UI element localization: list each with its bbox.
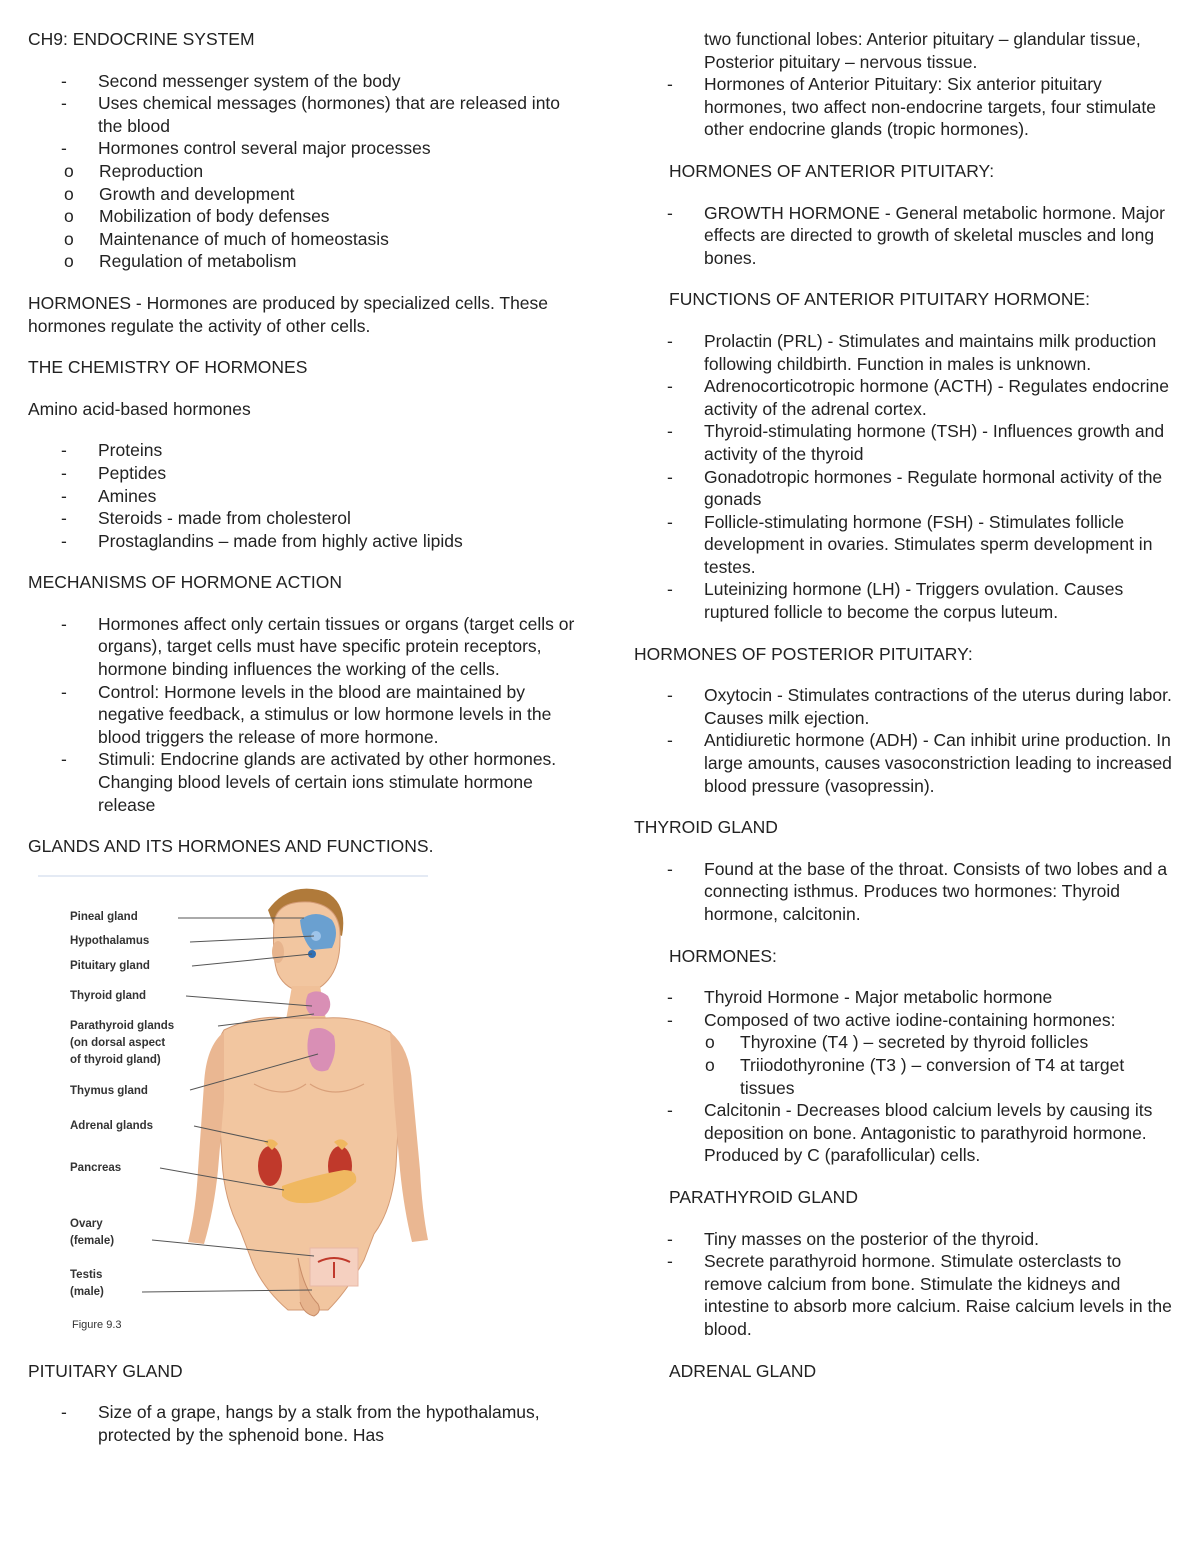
mechanisms-list — [28, 613, 588, 816]
label-ovary-1: Ovary — [70, 1217, 103, 1230]
label-parathyroid-1: Parathyroid glands — [70, 1019, 175, 1032]
thyroid-heading: THYROID GLAND — [634, 817, 778, 838]
arm-left — [188, 1032, 224, 1244]
list-item: - Hormones control several major processes — [28, 137, 588, 160]
thyroid-shape — [306, 991, 331, 1016]
list-item: o Maintenance of much of homeostasis — [28, 228, 588, 251]
list-item: - Prostaglandins – made from highly active lipids — [28, 530, 588, 553]
glands-heading: GLANDS AND ITS HORMONES AND FUNCTIONS. — [28, 836, 434, 857]
label-pituitary: Pituitary gland — [70, 959, 150, 972]
list-item: - Proteins — [28, 439, 588, 462]
left-column — [28, 28, 588, 1447]
chemistry-heading: THE CHEMISTRY OF HORMONES — [28, 357, 308, 378]
pituitary-list — [28, 1401, 588, 1446]
list-item: - Adrenocorticotropic hormone (ACTH) - Regulates endocrine activity of the adrenal cortex. — [669, 375, 1179, 420]
thyroid-hormones-heading: HORMONES: — [669, 945, 777, 966]
list-item: - Uses chemical messages (hormones) that are released into the blood — [28, 92, 588, 137]
pituitary-continuation: two functional lobes: Anterior pituitary – glandular tissue, Posterior pituitary – nervous tissue. — [704, 29, 1141, 72]
pituitary-list-2 — [669, 73, 1179, 141]
label-thymus: Thymus gland — [70, 1084, 148, 1097]
list-item: - Oxytocin - Stimulates contractions of the uterus during labor. Causes milk ejection. — [669, 684, 1179, 729]
list-item: o Thyroxine (T4 ) – secreted by thyroid follicles — [669, 1031, 1179, 1054]
list-item: - Hormones affect only certain tissues or organs (target cells or organs), target cells must have specific protein receptors, hormone binding influences the working of the cells. — [28, 613, 588, 681]
list-item: - Hormones of Anterior Pituitary: Six anterior pituitary hormones, two affect non-endocrine targets, four stimulate other endocrine glands (tropic hormones). — [669, 73, 1179, 141]
list-item: o Triiodothyronine (T3 ) – conversion of T4 at target tissues — [669, 1054, 1179, 1099]
list-item: - Gonadotropic hormones - Regulate hormonal activity of the gonads — [669, 466, 1179, 511]
chapter-title: CH9: ENDOCRINE SYSTEM — [28, 29, 255, 49]
thyroid-list — [669, 858, 1179, 926]
list-item: o Reproduction — [28, 160, 588, 183]
processes-list — [28, 160, 588, 273]
label-pancreas: Pancreas — [70, 1161, 122, 1174]
intro-list — [28, 70, 588, 160]
list-item: - Control: Hormone levels in the blood are maintained by negative feedback, a stimulus or low hormone levels in the blood triggers the release of more hormone. — [28, 681, 588, 749]
chemistry-list — [28, 439, 588, 552]
endocrine-figure — [28, 870, 428, 1340]
anterior-heading: HORMONES OF ANTERIOR PITUITARY: — [669, 160, 995, 181]
label-pineal: Pineal gland — [70, 910, 138, 923]
parathyroid-heading: PARATHYROID GLAND — [669, 1186, 858, 1207]
label-parathyroid-3: of thyroid gland) — [70, 1053, 161, 1066]
list-item: - GROWTH HORMONE - General metabolic hormone. Major effects are directed to growth of skeletal muscles and long bones. — [669, 202, 1179, 270]
label-adrenal: Adrenal glands — [70, 1119, 154, 1132]
figure-caption: Figure 9.3 — [72, 1318, 122, 1331]
label-hypothalamus: Hypothalamus — [70, 934, 150, 947]
right-column — [634, 28, 1179, 1382]
label-parathyroid-2: (on dorsal aspect — [70, 1036, 166, 1049]
list-item: - Calcitonin - Decreases blood calcium levels by causing its deposition on bone. Antagonistic to parathyroid hormone. Produced by C (parafollicular) cells. — [669, 1099, 1179, 1167]
kidney-left — [258, 1146, 282, 1186]
thyroid-hormones-list — [669, 986, 1179, 1031]
list-item: - Secrete parathyroid hormone. Stimulate osterclasts to remove calcium from bone. Stimulate the kidneys and intestine to absorb more calcium. Raise calcium levels in the blood. — [669, 1250, 1179, 1340]
list-item: - Follicle-stimulating hormone (FSH) - Stimulates follicle development in ovaries. Stimulates sperm development in testes. — [669, 511, 1179, 579]
list-item: o Regulation of metabolism — [28, 250, 588, 273]
list-item: - Composed of two active iodine-containing hormones: — [669, 1009, 1179, 1032]
list-item: - Thyroid-stimulating hormone (TSH) - Influences growth and activity of the thyroid — [669, 420, 1179, 465]
adrenal-heading: ADRENAL GLAND — [669, 1360, 817, 1381]
list-item: - Second messenger system of the body — [28, 70, 588, 93]
list-item: o Mobilization of body defenses — [28, 205, 588, 228]
list-item: - Antidiuretic hormone (ADH) - Can inhibit urine production. In large amounts, causes vasoconstriction leading to increased blood pressure (vasopressin). — [669, 729, 1179, 797]
label-thyroid: Thyroid gland — [70, 989, 147, 1002]
functions-heading: FUNCTIONS OF ANTERIOR PITUITARY HORMONE: — [669, 289, 1090, 310]
list-item: - Thyroid Hormone - Major metabolic hormone — [669, 986, 1179, 1009]
label-ovary-2: (female) — [70, 1234, 115, 1247]
list-item: - Tiny masses on the posterior of the thyroid. — [669, 1228, 1179, 1251]
anterior-list — [669, 202, 1179, 270]
list-item: - Stimuli: Endocrine glands are activated by other hormones. Changing blood levels of certain ions stimulate hormone release — [28, 748, 588, 816]
label-testis-1: Testis — [70, 1268, 103, 1281]
label-testis-2: (male) — [70, 1285, 104, 1298]
amino-heading: Amino acid-based hormones — [28, 398, 251, 419]
functions-list — [669, 330, 1179, 624]
pituitary-heading: PITUITARY GLAND — [28, 1360, 183, 1381]
list-item: - Prolactin (PRL) - Stimulates and maintains milk production following childbirth. Function in males is unknown. — [669, 330, 1179, 375]
posterior-list — [669, 684, 1179, 797]
list-item: - Amines — [28, 485, 588, 508]
list-item: - Found at the base of the throat. Consists of two lobes and a connecting isthmus. Produces two hormones: Thyroid hormone, calcitonin. — [669, 858, 1179, 926]
thyroid-hormones-list-2 — [669, 1099, 1179, 1167]
list-item: - Luteinizing hormone (LH) - Triggers ovulation. Causes ruptured follicle to become the corpus luteum. — [669, 578, 1179, 623]
list-item: - Steroids - made from cholesterol — [28, 507, 588, 530]
list-item: - Size of a grape, hangs by a stalk from the hypothalamus, protected by the sphenoid bone. Has — [28, 1401, 588, 1446]
hormones-definition: HORMONES - Hormones are produced by specialized cells. These hormones regulate the activity of other cells. — [28, 292, 549, 336]
torso-shape — [216, 1017, 402, 1310]
thyroid-sub-list — [669, 1031, 1179, 1099]
list-item: o Growth and development — [28, 183, 588, 206]
list-item: - Peptides — [28, 462, 588, 485]
posterior-heading: HORMONES OF POSTERIOR PITUITARY: — [634, 643, 973, 664]
parathyroid-list — [669, 1228, 1179, 1341]
mechanisms-heading: MECHANISMS OF HORMONE ACTION — [28, 572, 343, 593]
